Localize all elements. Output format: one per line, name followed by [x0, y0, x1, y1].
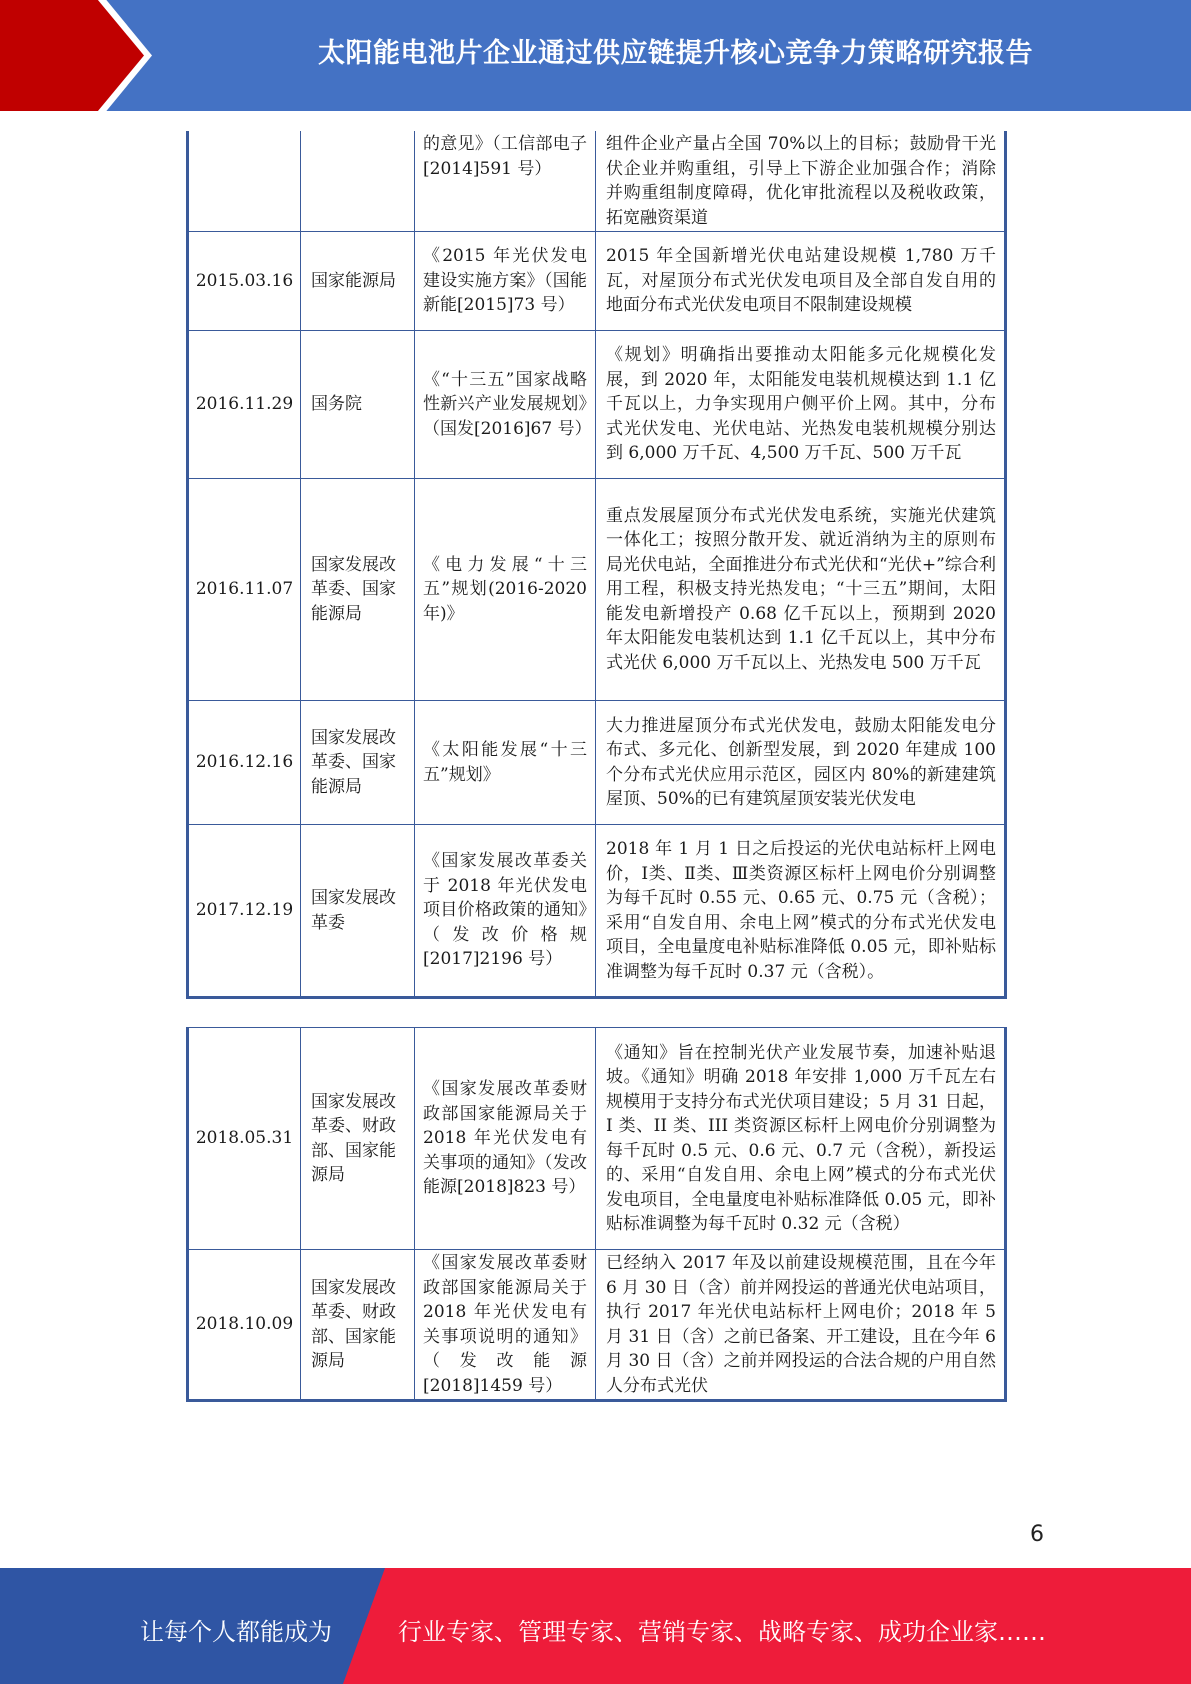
content-cell: 2018 年 1 月 1 日之后投运的光伏电站标杆上网电价，Ⅰ类、Ⅱ类、Ⅲ类资源区标杆上网电价分别调整为每千瓦时 0.55 元、0.65 元、0.75 元（含税）；采用“自发自用、余电上网”模式的分布式光伏发电项目，全电量度电补贴标准降低 0.05 元，即补贴标准调整为每千瓦时 0.37 元（含税）。 — [596, 825, 1006, 998]
date-cell — [188, 131, 301, 232]
document-cell: 《“十三五”国家战略性新兴产业发展规划》（国发[2016]67 号） — [415, 331, 596, 479]
table-row — [188, 331, 1006, 479]
table-row — [188, 232, 1006, 331]
content-cell: 《规划》明确指出要推动太阳能多元化规模化发展，到 2020 年，太阳能发电装机规模达到 1.1 亿千瓦以上，力争实现用户侧平价上网。其中，分布式光伏发电、光伏电站、光热发电装机规模分别达到 6,000 万千瓦、4,500 万千瓦、500 万千瓦 — [596, 331, 1006, 479]
table-row — [188, 701, 1006, 825]
content-cell: 大力推进屋顶分布式光伏发电，鼓励太阳能发电分布式、多元化、创新型发展，到 2020 年建成 100 个分布式光伏应用示范区，园区内 80%的新建建筑屋顶、50%的已有建筑屋顶安装光伏发电 — [596, 701, 1006, 825]
date-cell: 2016.11.07 — [188, 479, 301, 701]
date-cell: 2015.03.16 — [188, 232, 301, 331]
table-row — [188, 131, 1006, 232]
date-cell: 2016.12.16 — [188, 701, 301, 825]
footer-slogan-left: 让每个人都能成为 — [140, 1618, 332, 1646]
page-number: 6 — [1030, 1522, 1044, 1547]
document-cell: 《2015 年光伏发电建设实施方案》（国能新能[2015]73 号） — [415, 232, 596, 331]
table-row — [188, 1028, 1006, 1250]
document-cell: 《国家发展改革委财政部国家能源局关于 2018 年光伏发电有关事项的通知》（发改能源[2018]823 号） — [415, 1028, 596, 1250]
content-cell: 2015 年全国新增光伏电站建设规模 1,780 万千瓦，对屋顶分布式光伏发电项目及全部自发自用的地面分布式光伏发电项目不限制建设规模 — [596, 232, 1006, 331]
date-cell: 2018.05.31 — [188, 1028, 301, 1250]
agency-cell: 国家能源局 — [301, 232, 415, 331]
date-cell: 2016.11.29 — [188, 331, 301, 479]
agency-cell: 国家发展改革委、国家能源局 — [301, 701, 415, 825]
document-cell: 《国家发展改革委财政部国家能源局关于 2018 年光伏发电有关事项说明的通知》（发改能源 [2018]1459 号） — [415, 1250, 596, 1401]
date-cell: 2018.10.09 — [188, 1250, 301, 1401]
policy-table-1 — [186, 131, 1007, 999]
document-cell: 《国家发展改革委关于 2018 年光伏发电项目价格政策的通知》（发改价格规[2017]2196 号） — [415, 825, 596, 998]
date-cell: 2017.12.19 — [188, 825, 301, 998]
agency-cell: 国家发展改革委 — [301, 825, 415, 998]
document-cell: 《电力发展“十三五”规划(2016-2020 年)》 — [415, 479, 596, 701]
agency-cell: 国务院 — [301, 331, 415, 479]
report-title: 太阳能电池片企业通过供应链提升核心竞争力策略研究报告 — [318, 37, 1033, 69]
policy-table-2 — [186, 1027, 1007, 1402]
table-row — [188, 479, 1006, 701]
agency-cell: 国家发展改革委、财政部、国家能源局 — [301, 1028, 415, 1250]
agency-cell: 国家发展改革委、国家能源局 — [301, 479, 415, 701]
agency-cell — [301, 131, 415, 232]
agency-cell: 国家发展改革委、财政部、国家能源局 — [301, 1250, 415, 1401]
table-row — [188, 1250, 1006, 1401]
footer-slogan-right: 行业专家、管理专家、营销专家、战略专家、成功企业家…… — [398, 1618, 1046, 1646]
content-cell: 重点发展屋顶分布式光伏发电系统，实施光伏建筑一体化工；按照分散开发、就近消纳为主的原则布局光伏电站，全面推进分布式光伏和“光伏+”综合利用工程，积极支持光热发电；“十三五”期间，太阳能发电新增投产 0.68 亿千瓦以上，预期到 2020 年太阳能发电装机达到 1.1 亿千瓦以上，其中分布式光伏 6,000 万千瓦以上、光热发电 500 万千瓦 — [596, 479, 1006, 701]
content-cell: 《通知》旨在控制光伏产业发展节奏，加速补贴退坡。《通知》明确 2018 年安排 1,000 万千瓦左右规模用于支持分布式光伏项目建设；5 月 31 日起，I 类、II 类、III 类资源区标杆上网电价分别调整为每千瓦时 0.5 元、0.6 元、0.7 元（含税），新投运的、采用“自发自用、余电上网”模式的分布式光伏发电项目，全电量度电补贴标准降低 0.05 元，即补贴标准调整为每千瓦时 0.32 元（含税） — [596, 1028, 1006, 1250]
content-cell: 组件企业产量占全国 70%以上的目标；鼓励骨干光伏企业并购重组，引导上下游企业加强合作；消除并购重组制度障碍，优化审批流程以及税收政策，拓宽融资渠道 — [596, 131, 1006, 232]
table-row — [188, 825, 1006, 998]
document-cell: 《太阳能发展“十三五”规划》 — [415, 701, 596, 825]
document-cell: 的意见》（工信部电子[2014]591 号） — [415, 131, 596, 232]
content-cell: 已经纳入 2017 年及以前建设规模范围，且在今年 6 月 30 日（含）前并网投运的普通光伏电站项目，执行 2017 年光伏电站标杆上网电价；2018 年 5 月 31 日（含）之前已备案、开工建设，且在今年 6 月 30 日（含）之前并网投运的合法合规的户用自然人分布式光伏 — [596, 1250, 1006, 1401]
